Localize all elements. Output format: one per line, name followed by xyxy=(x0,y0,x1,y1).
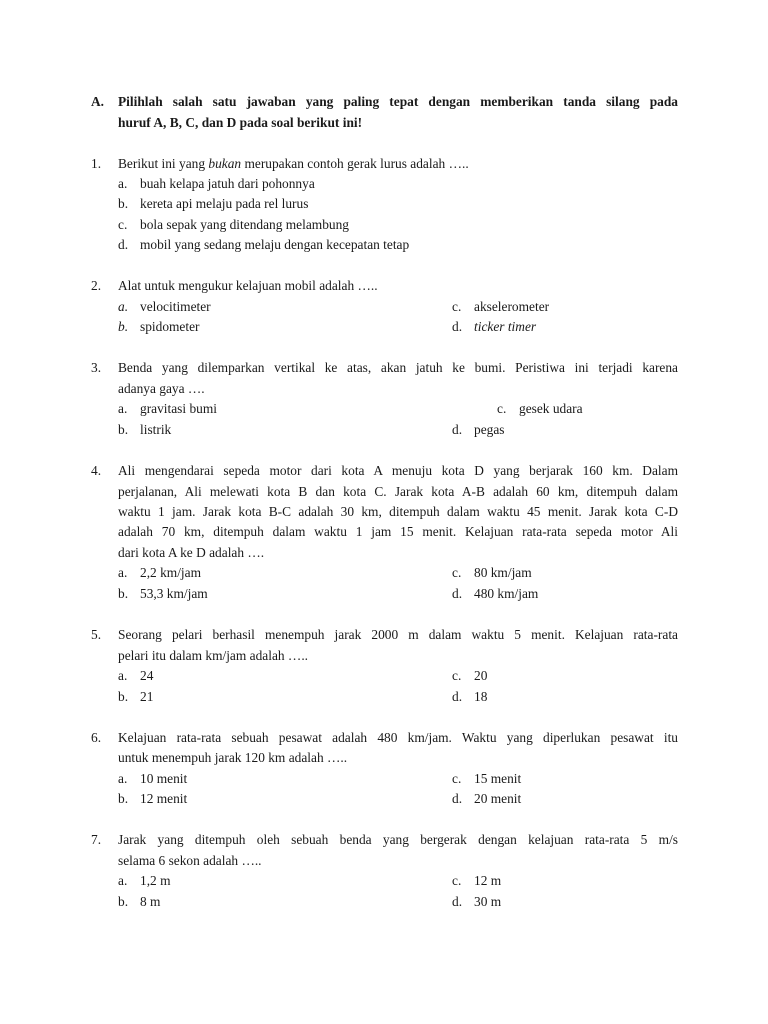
question-7-number: 7. xyxy=(91,832,102,847)
option-text: listrik xyxy=(140,422,172,437)
question-5-text-line-1: Seorang pelari berhasil menempuh jarak 2000 m dalam waktu 5 menit. Kelajuan rata-rata xyxy=(118,627,678,642)
option-letter: b. xyxy=(118,196,129,211)
question-5-text-line-2: pelari itu dalam km/jam adalah ….. xyxy=(118,648,309,663)
question-6-text-line-1: Kelajuan rata-rata sebuah pesawat adalah 480 km/jam. Waktu yang diperlukan pesawat itu xyxy=(118,730,678,745)
question-7-option-d[interactable] xyxy=(452,892,501,912)
question-3-option-c[interactable] xyxy=(497,399,583,419)
option-letter: a. xyxy=(118,299,129,314)
question-2-option-d[interactable] xyxy=(452,317,536,337)
option-text: 53,3 km/jam xyxy=(140,586,208,601)
question-3-option-d[interactable] xyxy=(452,420,505,440)
question-4-option-b[interactable] xyxy=(118,584,208,604)
option-letter: b. xyxy=(118,689,129,704)
question-1-text-italic: bukan xyxy=(208,156,242,171)
question-6-option-b[interactable] xyxy=(118,789,187,809)
option-letter: a. xyxy=(118,668,128,683)
option-letter: d. xyxy=(452,894,463,909)
section-instruction-line-2: huruf A, B, C, dan D pada soal berikut ini! xyxy=(118,115,363,130)
question-7-option-a[interactable] xyxy=(118,871,171,891)
question-6-option-d[interactable] xyxy=(452,789,521,809)
question-5-option-c[interactable] xyxy=(452,666,487,686)
question-6-text-line-2: untuk menempuh jarak 120 km adalah ….. xyxy=(118,750,348,765)
option-text: 2,2 km/jam xyxy=(140,565,201,580)
question-1-text xyxy=(118,154,469,174)
option-text: 15 menit xyxy=(474,771,522,786)
option-text: 8 m xyxy=(140,894,161,909)
question-1-text-part-2: merupakan contoh gerak lurus adalah ….. xyxy=(241,156,469,171)
option-letter: d. xyxy=(452,791,463,806)
question-4-text-line-3: waktu 1 jam. Jarak kota B-C adalah 30 km, ditempuh dalam waktu 45 menit. Jarak kota C-D xyxy=(118,504,678,519)
question-5-option-b[interactable] xyxy=(118,687,153,707)
option-letter: a. xyxy=(118,771,128,786)
option-letter: c. xyxy=(452,771,462,786)
question-2-number: 2. xyxy=(91,278,102,293)
option-text: gravitasi bumi xyxy=(140,401,217,416)
question-4-text-line-1: Ali mengendarai sepeda motor dari kota A menuju kota D yang berjarak 160 km. Dalam xyxy=(118,463,678,478)
option-text: spidometer xyxy=(140,319,200,334)
question-1-option-a[interactable] xyxy=(118,174,315,194)
option-text: ticker timer xyxy=(474,319,537,334)
option-text: 10 menit xyxy=(140,771,188,786)
question-5-option-a[interactable] xyxy=(118,666,153,686)
option-letter: d. xyxy=(452,689,463,704)
question-1-option-d[interactable] xyxy=(118,235,409,255)
question-4-text-line-2: perjalanan, Ali melewati kota B dan kota C. Jarak kota A-B adalah 60 km, ditempuh dalam xyxy=(118,484,678,499)
question-7-option-b[interactable] xyxy=(118,892,160,912)
option-letter: a. xyxy=(118,873,128,888)
question-2-text: Alat untuk mengukur kelajuan mobil adalah ….. xyxy=(118,278,378,293)
question-3-option-a[interactable] xyxy=(118,399,217,419)
question-5-number: 5. xyxy=(91,627,102,642)
option-letter: d. xyxy=(452,586,463,601)
option-letter: b. xyxy=(118,586,129,601)
section-letter: A. xyxy=(91,94,105,109)
option-text: 30 m xyxy=(474,894,502,909)
option-text: gesek udara xyxy=(519,401,583,416)
option-letter: a. xyxy=(118,176,128,191)
option-text: 80 km/jam xyxy=(474,565,532,580)
option-text: 480 km/jam xyxy=(474,586,539,601)
section-instruction-line-1: Pilihlah salah satu jawaban yang paling tepat dengan memberikan tanda silang pada xyxy=(118,94,678,109)
option-text: 20 menit xyxy=(474,791,522,806)
question-1-option-c[interactable] xyxy=(118,215,349,235)
option-text: bola sepak yang ditendang melambung xyxy=(140,217,349,232)
question-4-text-line-4: adalah 70 km, ditempuh dalam waktu 1 jam 15 menit. Kelajuan rata-rata sepeda motor Ali xyxy=(118,524,678,539)
option-letter: b. xyxy=(118,894,129,909)
option-text: 12 m xyxy=(474,873,502,888)
option-letter: a. xyxy=(118,565,128,580)
question-6-option-c[interactable] xyxy=(452,769,521,789)
question-7-option-c[interactable] xyxy=(452,871,501,891)
question-3-option-b[interactable] xyxy=(118,420,171,440)
question-4-text-line-5: dari kota A ke D adalah …. xyxy=(118,545,265,560)
question-2-option-b[interactable] xyxy=(118,317,200,337)
option-letter: d. xyxy=(452,319,463,334)
question-3-number: 3. xyxy=(91,360,102,375)
option-text: 18 xyxy=(474,689,488,704)
option-letter: b. xyxy=(118,319,129,334)
option-text: akselerometer xyxy=(474,299,550,314)
question-3-text-line-2: adanya gaya …. xyxy=(118,381,205,396)
question-3-text-line-1: Benda yang dilemparkan vertikal ke atas, akan jatuh ke bumi. Peristiwa ini terjadi karena xyxy=(118,360,678,375)
option-text: 20 xyxy=(474,668,488,683)
question-5-option-d[interactable] xyxy=(452,687,487,707)
question-4-number: 4. xyxy=(91,463,102,478)
option-letter: c. xyxy=(452,668,462,683)
option-letter: d. xyxy=(118,237,129,252)
question-4-option-d[interactable] xyxy=(452,584,538,604)
option-letter: b. xyxy=(118,791,129,806)
question-7-text-line-1: Jarak yang ditempuh oleh sebuah benda yang bergerak dengan kelajuan rata-rata 5 m/s xyxy=(118,832,678,847)
option-text: 1,2 m xyxy=(140,873,171,888)
option-text: velocitimeter xyxy=(140,299,211,314)
option-text: 12 menit xyxy=(140,791,188,806)
question-1-text-part-1: Berikut ini yang xyxy=(118,156,209,171)
option-letter: c. xyxy=(497,401,507,416)
option-text: kereta api melaju pada rel lurus xyxy=(140,196,309,211)
option-text: buah kelapa jatuh dari pohonnya xyxy=(140,176,315,191)
question-6-number: 6. xyxy=(91,730,102,745)
option-letter: c. xyxy=(452,565,462,580)
question-1-number: 1. xyxy=(91,156,102,171)
question-6-option-a[interactable] xyxy=(118,769,187,789)
option-letter: c. xyxy=(452,873,462,888)
question-2-option-a[interactable] xyxy=(118,297,211,317)
option-letter: c. xyxy=(452,299,462,314)
option-text: pegas xyxy=(474,422,505,437)
question-1-option-b[interactable] xyxy=(118,194,308,214)
question-4-option-c[interactable] xyxy=(452,563,532,583)
option-text: mobil yang sedang melaju dengan kecepatan tetap xyxy=(140,237,410,252)
option-letter: d. xyxy=(452,422,463,437)
option-text: 21 xyxy=(140,689,154,704)
option-letter: a. xyxy=(118,401,128,416)
question-4-option-a[interactable] xyxy=(118,563,201,583)
option-letter: b. xyxy=(118,422,129,437)
question-2-option-c[interactable] xyxy=(452,297,549,317)
question-7-text-line-2: selama 6 sekon adalah ….. xyxy=(118,853,262,868)
option-letter: c. xyxy=(118,217,128,232)
option-text: 24 xyxy=(140,668,154,683)
